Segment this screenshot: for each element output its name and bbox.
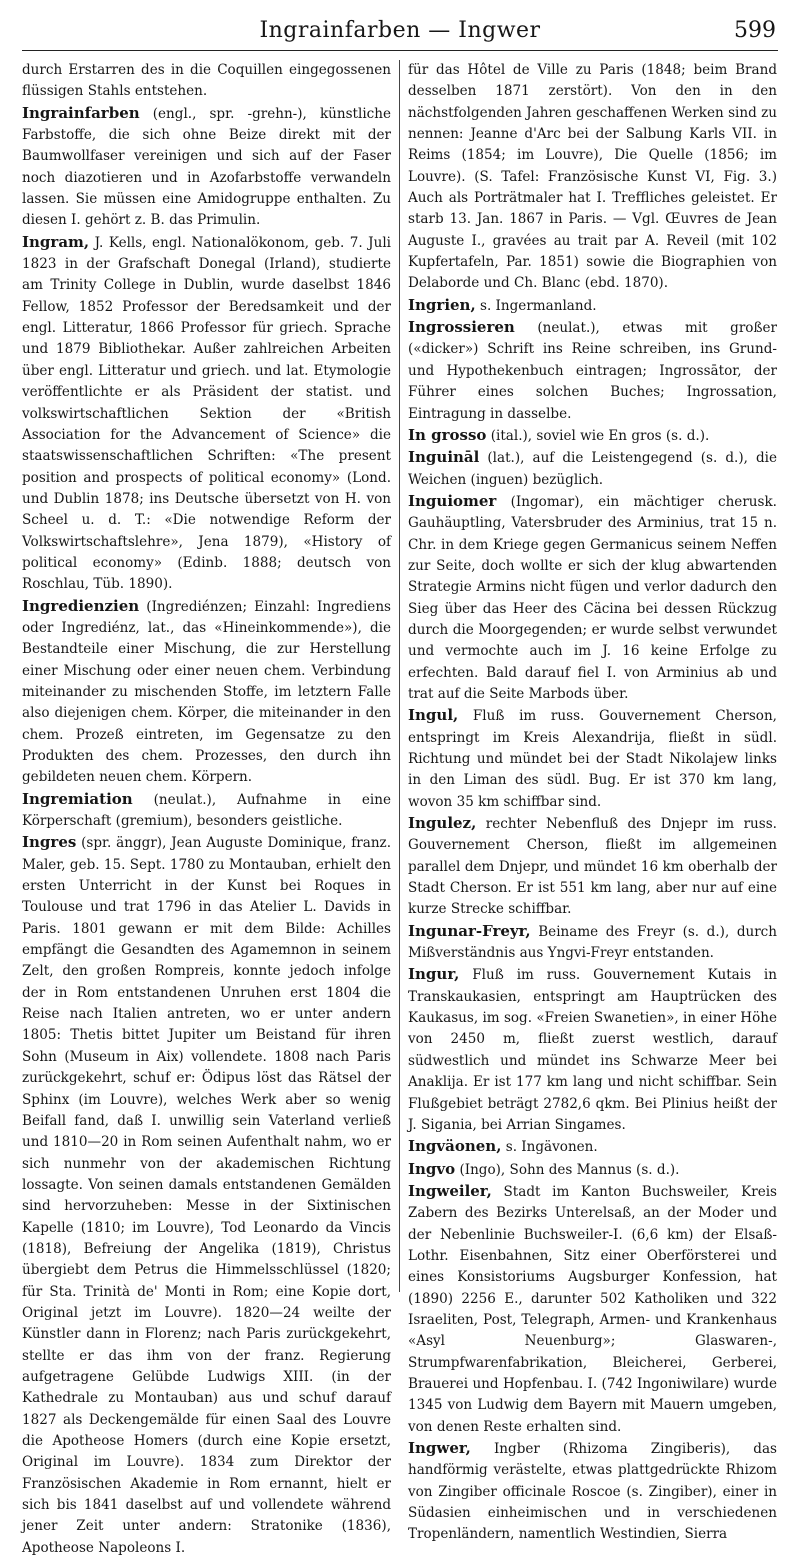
entry-headword: Ingram, <box>22 232 90 251</box>
entry-inguinal <box>408 447 777 491</box>
entry-text: (Ingomar), ein mächtiger cherusk. Gauhäuptling, Vatersbruder des Arminius, trat 15 n. Chr. in dem Kriege gegen Germanicus seinem Neffen zur Seite, doch wollte er sich der klug abwartenden Strategie Armins nicht fügen und verlor dadurch den Sieg über das Heer des Cäcina bei dessen Rückzug durch die Moorgegenden; er wurde selbst verwundet und vermochte auch im J. 16 keine Erfolge zu erfechten. Bald darauf fiel I. von Arminius ab und trat auf die Seite Marbods über. <box>408 493 777 702</box>
entry-ingvaeonen <box>408 1136 777 1158</box>
entry-text: s. Ingävonen. <box>501 1139 598 1156</box>
entry-ingvo <box>408 1159 777 1181</box>
page-header <box>22 10 778 51</box>
right-column <box>408 60 777 1543</box>
entry-text: durch Erstarren des in die Coquillen eingegossenen flüssigen Stahls entstehen. <box>22 62 391 100</box>
entry-ingwer <box>408 1438 777 1546</box>
entry-ingram <box>22 232 391 596</box>
entry-text: (engl., spr. -grehn-), künstliche Farbstoffe, die sich ohne Beize direkt mit der Baumwollfaser vereinigen und sich auf der Faser noch diazotieren und in Azofarbstoffe verwandeln lassen. Sie müssen eine Amidogruppe enthalten. Zu diesen I. gehört z. B. das Primulin. <box>22 105 391 229</box>
entry-headword: Ingur, <box>408 965 460 984</box>
entry-text: J. Kells, engl. Nationalökonom, geb. 7. Juli 1823 in der Grafschaft Donegal (Irland), studierte am Trinity College in Dublin, wurde daselbst 1846 Fellow, 1852 Professor der Beredsamkeit und der engl. Litteratur, 1866 Professor für griech. Sprache und 1879 Bibliothekar. Außer zahlreichen Arbeiten über engl. Litteratur und griech. und lat. Etymologie veröffentlichte er als Präsident der statist. und volkswirtschaftlichen Sektion der «British Association for the Advancement of Science» die staatswissenschaftlichen Schriften: «The present position and prospects of political economy» (Lond. und Dublin 1878; ins Deutsche übersetzt von H. von Scheel u. d. T.: «Die notwendige Reform der Volkswirtschaftslehre», Jena 1879), «History of political economy» (Edinb. 1888; deutsch von Roschlau, Tüb. 1890). <box>22 234 391 593</box>
entry-headword: Ingweiler, <box>408 1181 492 1200</box>
entry-continuation <box>22 60 391 103</box>
entry-ingredienzien <box>22 596 391 789</box>
entry-ingur <box>408 964 777 1136</box>
running-title: Ingrainfarben — Ingwer <box>259 18 541 43</box>
entry-headword: Inguināl <box>408 448 480 467</box>
entry-headword: Ingrien, <box>408 295 476 314</box>
entry-text: Fluß im russ. Gouvernement Cherson, entspringt im Kreis Alexandrija, fließt in südl. Richtung und mündet bei der Stadt Nikolajew links in den Liman des südl. Bug. Er ist 370 km lang, wovon 35 km schiffbar sind. <box>408 708 777 810</box>
entry-ingrainfarben <box>22 103 391 232</box>
entry-ingweiler <box>408 1181 777 1438</box>
entry-ingul <box>408 705 777 813</box>
entry-headword: Ingul, <box>408 706 459 725</box>
entry-ingunar-freyr <box>408 921 777 965</box>
entry-text: Fluß im russ. Gouvernement Kutais in Transkaukasien, entspringt am Hauptrücken des Kaukasus, im sog. «Freien Swanetien», in einer Höhe von 2450 m, fließt zuerst westlich, darauf südwestlich und mündet ins Schwarze Meer bei Anaklija. Er ist 177 km lang und nicht schiffbar. Sein Flußgebiet beträgt 2782,6 qkm. Bei Plinius heißt der J. Sigania, bei Arrian Singames. <box>408 967 777 1133</box>
entry-headword: Ingväonen, <box>408 1137 502 1156</box>
entry-text: (neulat.), etwas mit großer («dicker») Schrift ins Reine schreiben, ins Grund- und Hypothekenbuch eintragen; Ingrossātor, der Führer eines solchen Buches; Ingrossation, Eintragung in dasselbe. <box>408 320 777 422</box>
entry-ingulez <box>408 813 777 921</box>
entry-text: Stadt im Kanton Buchsweiler, Kreis Zabern des Bezirks Unterelsaß, an der Moder und der Nebenlinie Buchsweiler-I. (6,6 km) der Elsaß-Lothr. Eisenbahnen, Sitz einer Oberförsterei und eines Konsistoriums Augsburger Konfession, hat (1890) 2256 E., darunter 502 Katholiken und 322 Israeliten, Post, Telegraph, Armen- und Krankenhaus «Asyl Neuenburg»; Glaswaren-, Strumpfwarenfabrikation, Bleicherei, Gerberei, Brauerei und Hopfenbau. I. (742 Ingoniwilare) wurde 1345 von Ludwig dem Bayern mit Mauern umgeben, von denen Reste erhalten sind. <box>408 1183 777 1435</box>
entry-headword: Ingres <box>22 833 77 852</box>
entry-headword: Inguiomer <box>408 491 497 510</box>
entry-in-grosso <box>408 425 777 447</box>
entry-text: (spr. änggr), Jean Auguste Dominique, franz. Maler, geb. 15. Sept. 1780 zu Montauban, erhielt den ersten Unterricht in der Kunst bei Roques in Toulouse und trat 1796 in das Atelier L. Davids in Paris. 1801 gewann er mit dem Bilde: Achilles empfängt die Gesandten des Agamemnon in seinem Zelt, den großen Rompreis, konnte jedoch infolge der in Rom entstandenen Unruhen erst 1804 die Reise nach Italien antreten, wo er unter andern 1805: Thetis bittet Jupiter um Beistand für ihren Sohn (Museum in Aix) vollendete. 1808 nach Paris zurückgekehrt, schuf er: Ödipus löst das Rätsel der Sphinx (im Louvre), welches Werk aber so wenig Beifall fand, daß I. unwillig sein Vaterland verließ und 1810—20 in Rom seinen Aufenthalt nahm, wo er sich nunmehr von der akademischen Richtung lossagte. Von seinen damals entstandenen Gemälden sind hervorzuheben: Messe in der Sixtinischen Kapelle (1810; im Louvre), Tod Leonardo da Vincis (1818), Befreiung der Angelika (1819), Christus übergiebt dem Petrus die Himmelsschlüssel (1820; für Sta. Trinità de' Monti in Rom; eine Kopie dort, Original jetzt im Louvre). 1820—24 weilte der Künstler dann in Florenz; nach Paris zurückgekehrt, stellte er das ihm von der franz. Regierung aufgetragene Gelübde Ludwigs XIII. (in der Kathedrale zu Montauban) aus und schuf darauf 1827 als Deckengemälde für einen Saal des Louvre die Apotheose Homers (durch eine Kopie ersetzt, Original im Louvre). 1834 zum Direktor der Französischen Akademie in Rom ernannt, hielt er sich bis 1841 daselbst auf und vollendete während jener Zeit unter andern: Stratonike (1836), Apotheose Napoleons I. <box>22 835 391 1556</box>
entry-headword: In grosso <box>408 425 487 444</box>
entry-text: (neulat.), Aufnahme in eine Körperschaft (gremium), besonders geistliche. <box>22 791 391 830</box>
entry-text: (Ingo), Sohn des Mannus (s. d.). <box>455 1161 680 1178</box>
entry-ingres <box>22 832 391 1559</box>
entry-headword: Ingredienzien <box>22 596 140 615</box>
column-divider <box>399 60 400 1292</box>
entry-headword: Ingrossieren <box>408 318 515 337</box>
entry-text: Beiname des Freyr (s. d.), durch Mißverständnis aus Yngvi-Freyr entstanden. <box>408 923 777 962</box>
entry-text: (lat.), auf die Leistengegend (s. d.), die Weichen (inguen) bezüglich. <box>408 450 777 488</box>
entry-headword: Ingwer, <box>408 1439 471 1457</box>
page-number: 599 <box>734 18 776 43</box>
entry-ingrossieren <box>408 317 777 425</box>
entry-headword: Ingvo <box>408 1159 456 1178</box>
entry-text: (Ingrediénzen; Einzahl: Ingrediens oder Ingrediénz, lat., das «Hineinkommende»), die Bestandteile einer Mischung, die zur Herstellung einer Mischung oder einer neuen chem. Verbindung miteinander zu mischenden Stoffe, im letztern Falle also diejenigen chem. Körper, die miteinander in den chem. Prozeß eintreten, im Gegensatze zu den Produkten des chem. Prozesses, den durch ihn gebildeten neuen chem. Körpern. <box>22 598 391 786</box>
entry-text: für das Hôtel de Ville zu Paris (1848; beim Brand desselben 1871 zerstört). Von den in den nächstfolgenden Jahren geschaffenen Werken sind zu nennen: Jeanne d'Arc bei der Salbung Karls VII. in Reims (1854; im Louvre), Die Quelle (1856; im Louvre). (S. Tafel: Französische Kunst VI, Fig. 3.) Auch als Porträtmaler hat I. Treffliches geleistet. Er starb 13. Jan. 1867 in Paris. — Vgl. Œuvres de Jean Auguste I., gravées au trait par A. Reveil (mit 102 Kupfertafeln, Par. 1851) sowie die Biographien von Delaborde und Ch. Blanc (ebd. 1870). <box>408 62 777 292</box>
entry-text: rechter Nebenfluß des Dnjepr im russ. Gouvernement Cherson, fließt im allgemeinen parallel dem Dnjepr, und mündet 16 km oberhalb der Stadt Cherson. Er ist 551 km lang, aber nur auf eine kurze Strecke schiffbar. <box>408 816 777 918</box>
entry-headword: Ingrainfarben <box>22 103 140 122</box>
entry-headword: Ingremiation <box>22 789 133 808</box>
entry-text: s. Ingermanland. <box>475 297 597 314</box>
left-column <box>22 60 391 1556</box>
entry-ingremiation <box>22 789 391 833</box>
entry-headword: Ingunar-Freyr, <box>408 921 531 940</box>
entry-text: (ital.), soviel wie En gros (s. d.). <box>486 427 710 444</box>
entry-text: Ingber (Rhizoma Zingiberis), das handförmig verästelte, etwas plattgedrückte Rhizom von Zingiber officinale Roscoe (s. Zingiber), einer in Südasien einheimischen und in verschiedenen Tropenländern, namentlich Westindien, Sierra <box>408 1441 777 1543</box>
entry-continuation <box>408 60 777 295</box>
entry-ingrien <box>408 295 777 317</box>
entry-inguiomer <box>408 491 777 705</box>
entry-headword: Ingulez, <box>408 814 477 833</box>
